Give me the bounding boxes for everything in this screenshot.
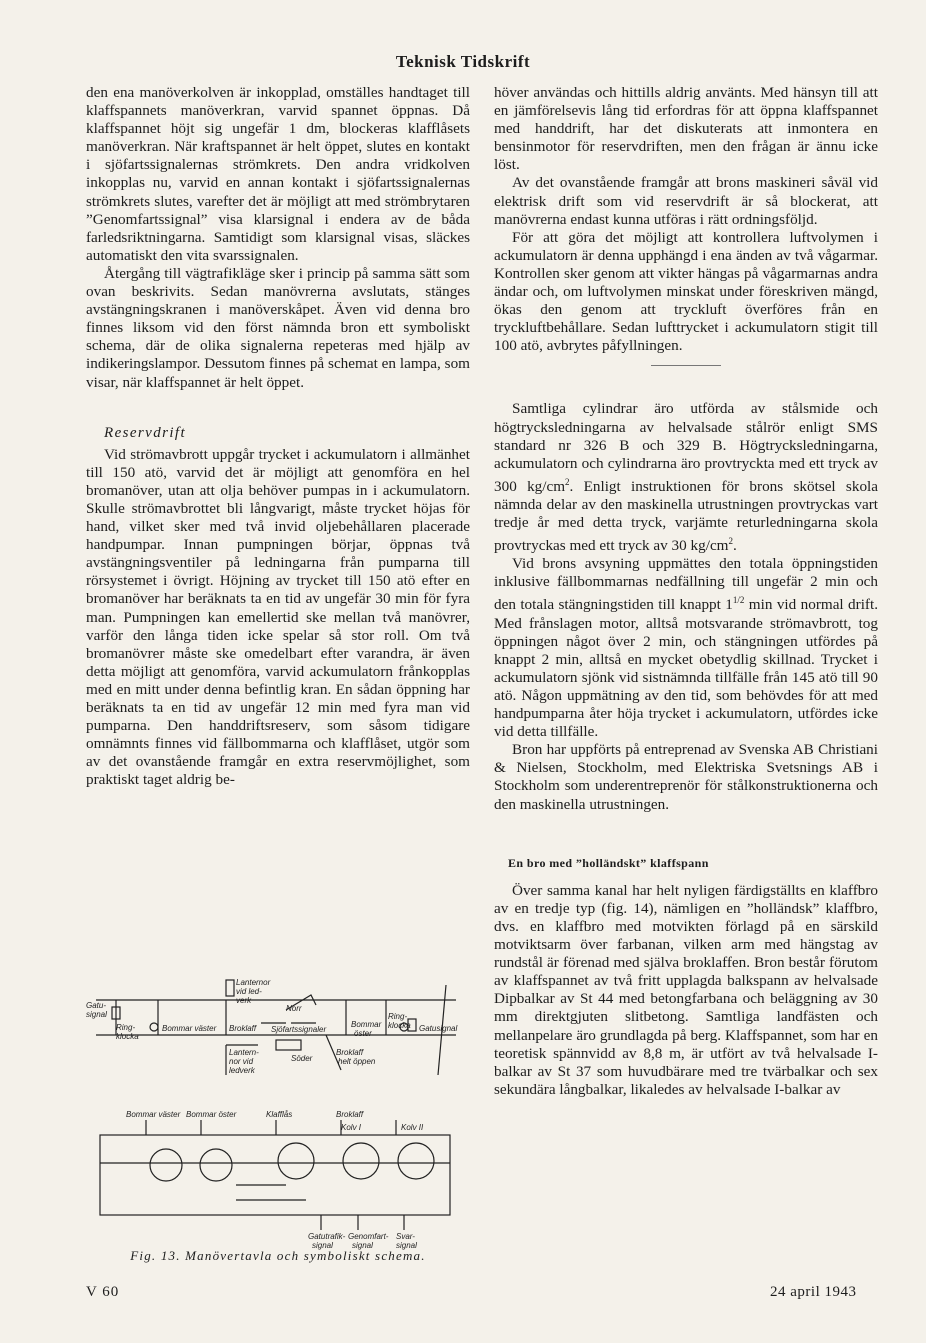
label: vid led- <box>236 987 262 996</box>
figure-caption: Fig. 13. Manövertavla och symboliskt schema. <box>130 1248 426 1263</box>
lanternor-icon <box>226 980 234 996</box>
label: Klafflås <box>266 1110 293 1119</box>
label: Broklaff <box>229 1024 257 1033</box>
label: verk <box>236 996 252 1005</box>
ringklocka-left-icon <box>150 1023 158 1031</box>
right-column <box>494 84 878 1099</box>
label: Norr <box>286 1004 302 1013</box>
section-title: Reservdrift <box>104 424 187 441</box>
text: min vid normal drift. Med frånslagen motor, alltså motsvarande strömavbrott, tog öppningen något över 2 min, och stängningen utfördes på knappt 2 min, alltså en mycket obetydlig skillnad. Trycket i ackumulatorn sjönk vid sistnämnda tillfälle från 145 atö till 90 atö. Någon uppmätning av den tid, som behövdes för att med handpumparna åter höja trycket i ackumulatorn, utfördes icke vid detta tillfälle. <box>494 596 879 741</box>
journal-header: Teknisk Tidskrift <box>395 52 531 71</box>
label: Lantern- <box>229 1048 259 1057</box>
paragraph: Vid strömavbrott uppgår trycket i ackumulatorn i allmänhet till 150 atö, varvid det är möjligt att genomföra en hel bromanöver, utan att olja behöver pumpas in i ackumulatorn. Skulle strömavbrottet bli långvarigt, måste trycket höjas för hand, vilket sker med två invid oljebehållaren placerade handpumpar. Innan pumpningen börjar, öppnas två avstängningsventiler på ledningarna från pumparna till rörsystemet i övrigt. Höjning av trycket till 150 atö efter en bromanöver har beräknats ta en tid av ungefär 30 min för fyra man. Pumpningen kan emellertid ske mellan två manövrer, varför den långa tiden icke spelar så stor roll. Om två bromanövrer måste ske omedelbart efter varandra, är även detta möjligt att genomföra, varvid ackumulatorn frånkopplas med en mitt under denna befintlig kran. En sådan öppning har beräknats ta en tid av ungefär 12 min med fyra man vid pumparna. Den handdriftsreserv, som såsom tidigare omnämnts finnes vid fällbommarna och klafflåset, utgör som av det ovanstående framgår en extra reservmöjlighet, som praktiskt taget aldrig be- <box>86 445 470 789</box>
valve-2-icon <box>200 1149 232 1181</box>
fraction: 1/2 <box>732 595 745 606</box>
label: klocka <box>116 1032 139 1041</box>
paragraph <box>494 400 878 555</box>
text: . Enligt instruktionen för brons skötsel skola nämnda delar av den maskinella utrustningen provtryckas vart tredje år med detta tryck, varjämte returledningarna skola provtryckas med ett tryck av 30 kg/cm <box>494 477 878 555</box>
label: Svar- <box>396 1232 415 1241</box>
superscript: 2 <box>728 536 733 547</box>
paragraph: Återgång till vägtrafikläge sker i princip på samma sätt som ovan beskrivits. Sedan manövrerna avslutats, stänges avstängningskranen i manöverskåpet. Även vid denna bro finnes liksom vid den först nämnda bron ett symboliskt schema, där de olika signalerna repeteras med hjälp av indikeringslampor. Dessutom finnes på schemat en lampa, som visar, när klaffspannet är helt öppet. <box>86 264 470 391</box>
valve-5-icon <box>398 1143 434 1179</box>
paragraph: Av det ovanstående framgår att brons maskineri såväl vid elektrisk drift som vid reservdrift är så blockerat, att manövrerna endast kunna utföras i rätt ordningsföljd. <box>494 174 878 228</box>
label: Gatutrafik- <box>308 1232 346 1241</box>
label: Broklaff <box>336 1048 364 1057</box>
label: signal <box>312 1241 333 1250</box>
paragraph <box>494 555 878 741</box>
label: Ring- <box>388 1012 408 1021</box>
text: Samtliga cylindrar äro utförda av stålsmide och högtrycksledningarna av helvalsade stålrör enligt SMS standard nr 326 B och 329 B. Högtrycksledningarna, ackumulatorn och cylindrarna äro provtryckta med ett tryck av 300 kg/cm <box>494 400 878 495</box>
symbolic-schema-frame <box>100 1135 450 1215</box>
label: Gatu- <box>86 1001 107 1010</box>
label: Gatusignal <box>419 1024 458 1033</box>
label: Bommar <box>351 1020 382 1029</box>
valve-1-icon <box>150 1149 182 1181</box>
schema-lines <box>236 1185 306 1200</box>
page-number: V 60 <box>86 1284 120 1300</box>
label: signal <box>86 1010 107 1019</box>
label: signal <box>352 1241 373 1250</box>
label: signal <box>396 1241 417 1250</box>
soder-signal-icon <box>276 1040 301 1050</box>
paragraph: För att göra det möjligt att kontrollera luftvolymen i ackumulatorn är denna upphängd i ena änden av två vågarmar. Kontrollen sker genom att vikter hängas på vågarmarnas andra ändar och, om luftvolymen minskat under föreskriven mängd, ökas den genom att tryckluft överföres från en tryckluftbehållare. Sedan lufttrycket i ackumulatorn stigit till 100 atö, avbrytes påfyllningen. <box>494 228 878 355</box>
text: Vid brons avsyning uppmättes den totala öppningstiden inklusive fällbommarnas nedfällning till ungefär 2 min och den totala stängningstiden till knappt 1 <box>494 555 878 614</box>
label: nor vid <box>229 1057 254 1066</box>
label: Bommar väster <box>126 1110 181 1119</box>
label: öster <box>354 1029 372 1038</box>
label: Kolv II <box>401 1123 424 1132</box>
valve-3-icon <box>278 1143 314 1179</box>
paragraph: Över samma kanal har helt nyligen färdigställts en klaffbro av en tredje typ (fig. 14), nämligen en ”holländsk” klaffbro, dvs. en klaffbro med motvikten förlagd på en särskild motviktsarm över farbanan, vilken arm med hängstag av rundstål är förenad med själva broklaffen. Bron består förutom av klaffspannet av två fritt upplagda balkspann av helvalsade Dipbalkar av St 44 med betongfarbana och beläggning av 30 mm direktgjuten slitbetong. Samtliga landfästen och mellanpelare äro grundlagda på berg. Klaffspannet, som har en teoretisk spännvidd av 8,8 m, är utfört av två helvalsade I-balkar av St 37 som huvudbärare med tre tvärbalkar och sex sekundära långbalkar, likaledes av helvalsade I-balkar av <box>494 881 878 1098</box>
label: Sjöfartssignaler <box>271 1025 327 1034</box>
valve-4-icon <box>343 1143 379 1179</box>
label: Kolv I <box>341 1123 362 1132</box>
paragraph: den ena manöverkolven är inkopplad, omställes handtaget till klaffspannets manöverkran, varvid spannet öppnas. Då klaffspannet höjt sig ungefär 1 dm, blockeras klafflåsets manöverkran. När kraftspannet är helt öppet, slutes en kontakt i sjöfartssignalernas strömkrets. Den andra vridkolven inkopplas nu, varvid en annan kontakt i sjöfartssignalernas strömkrets slutes, varefter det är möjligt att med strömbrytaren ”Genomfartssignal” visa klarsignal i endera av de båda farledsriktningarna. Samtidigt som klarsignal visas, släckes automatiskt den vita svarssignalen. <box>86 84 470 264</box>
label: Lanternor <box>236 978 271 987</box>
figure-13-schema <box>86 975 470 1265</box>
text: . <box>733 537 737 555</box>
label: Broklaff <box>336 1110 364 1119</box>
divider <box>651 365 721 366</box>
label: klocka <box>388 1021 411 1030</box>
superscript: 2 <box>565 476 570 487</box>
paragraph: Bron har uppförts på entreprenad av Svenska AB Christiani & Nielsen, Stockholm, med Elektriska Svetsnings AB i Stockholm som underentreprenör för stålkonstruktionerna och den maskinella utrustningen. <box>494 741 878 813</box>
label: Söder <box>291 1054 313 1063</box>
label: Genomfart- <box>348 1232 389 1241</box>
label: helt öppen <box>338 1057 376 1066</box>
paragraph: höver användas och hittills aldrig använts. Med hänsyn till att en jämförelsevis lång tid erfordras för att öppna klaffspannet med handdrift, har det diskuterats att inmontera en bensinmotor för reservdriften, men den frågan är ännu icke löst. <box>494 84 878 174</box>
label: Bommar väster <box>162 1024 217 1033</box>
label: Bommar öster <box>186 1110 237 1119</box>
label: ledverk <box>229 1066 255 1075</box>
issue-date: 24 april 1943 <box>770 1284 857 1300</box>
subheading: En bro med ”holländskt” klaffspann <box>508 855 709 870</box>
left-column <box>86 84 470 789</box>
label: Ring- <box>116 1023 136 1032</box>
schema-bottom-leaders <box>321 1215 404 1230</box>
